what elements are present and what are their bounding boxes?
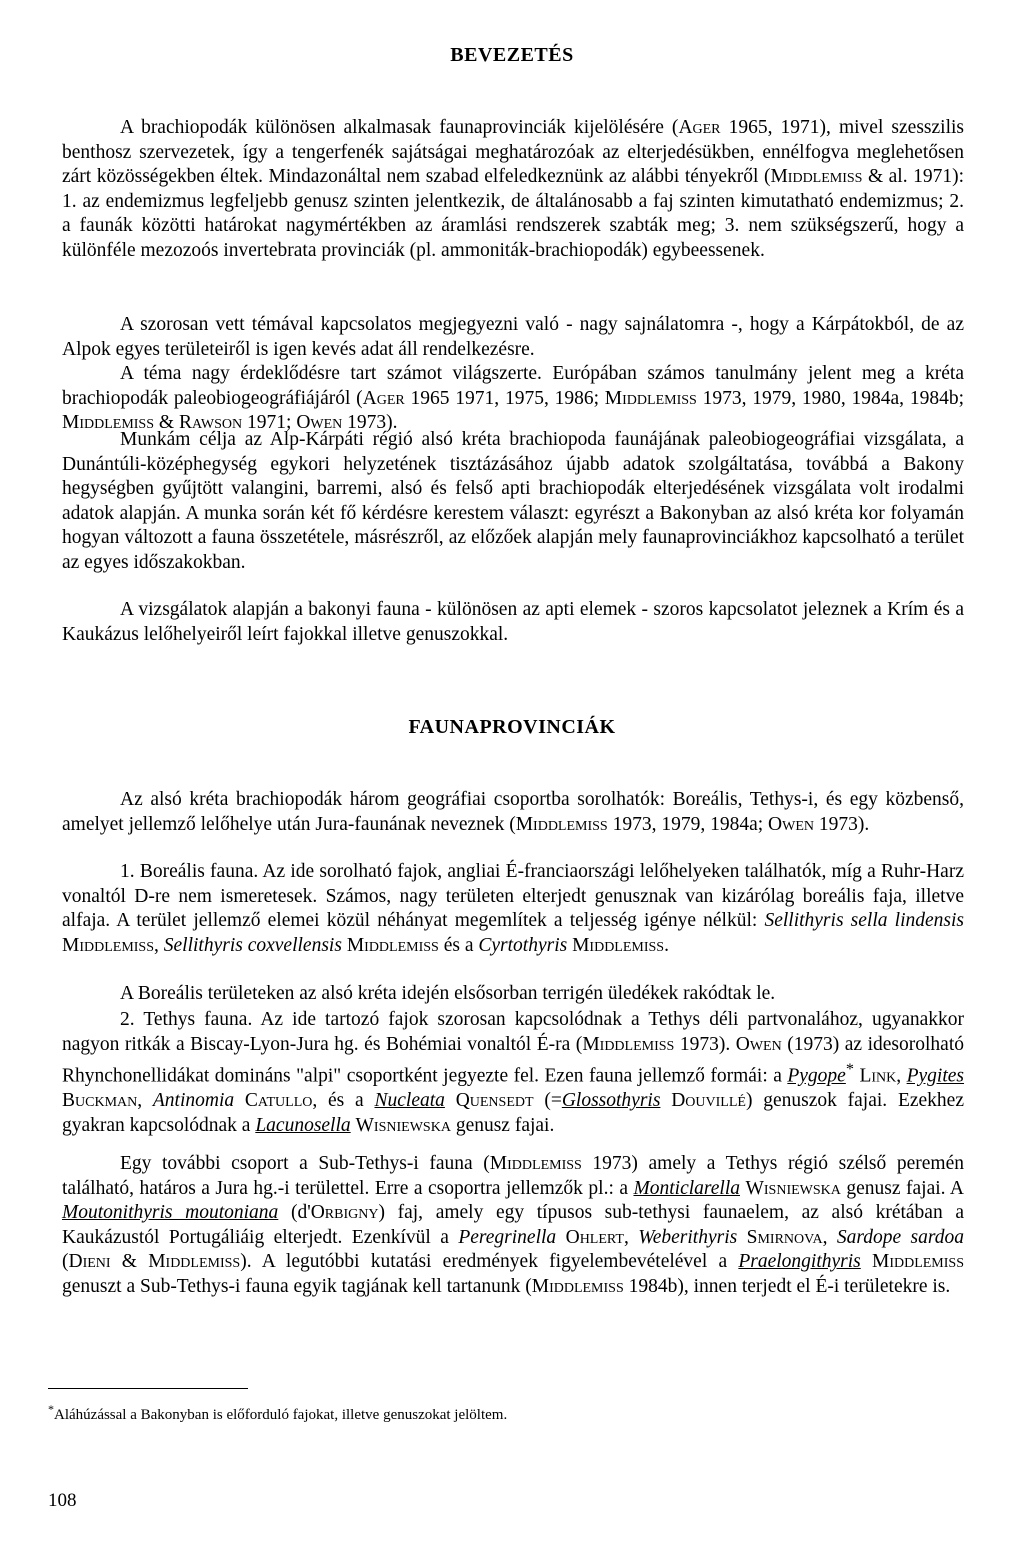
taxon-name: Peregrinella (458, 1226, 557, 1248)
author-name: Ohlert (565, 1226, 624, 1248)
text-run (861, 1251, 872, 1272)
text-run: A Boreális területeken az alsó kréta idején elsősorban terrigén üledékek rakódtak le. (120, 983, 776, 1004)
text-run: ) genuszok fajai. Ezekhez gyakran kapcsolódnak a (62, 1090, 964, 1136)
author-name: Quensedt (455, 1090, 534, 1112)
author-name: Dieni (68, 1251, 111, 1273)
author-name: Link (859, 1065, 897, 1087)
text-run: A szorosan vett témával kapcsolatos megjegyezni való - nagy sajnálatomra -, hogy a Kárpátokból, de az Alpok egyes területeiről is igen kevés adat áll rendelkezésre. (62, 314, 964, 360)
taxon-name: Sellithyris sella lindensis (764, 910, 964, 932)
paragraph (62, 362, 964, 436)
taxon-name: Monticlarella (633, 1177, 740, 1199)
author-name: Ager (362, 387, 405, 409)
text-run: 1973, 1979, 1980, 1984a, 1984b; (696, 387, 964, 409)
paragraph (62, 1008, 964, 1138)
taxon-name: Pygites (906, 1065, 965, 1087)
author-name: Owen (768, 813, 815, 835)
paragraph (62, 788, 964, 837)
taxon-name: Praelongithyris (738, 1251, 861, 1273)
text-run: Egy további csoport a Sub-Tethys-i fauna ( (120, 1153, 490, 1174)
text-run: 1973, 1979, 1984a; (607, 813, 769, 835)
footnote-mark: * (48, 1402, 54, 1416)
section-heading-bevezetes: BEVEZETÉS (450, 44, 574, 66)
text-run: A brachiopodák különösen alkalmasak faunaprovinciák kijelölésére ( (120, 117, 679, 138)
text-run: 2. Tethys fauna. Az ide tartozó fajok szorosan kapcsolódnak a Tethys déli partvonalához, ugyanakkor nagyon ritkák a Biscay-Lyon-Jura hg. és Bohémiai vonaltól É-ra ( (62, 1009, 964, 1055)
text-run (660, 1090, 671, 1111)
author-name: Catullo (244, 1090, 313, 1112)
author-name: Owen (735, 1033, 782, 1055)
author-name: Douvillé (671, 1090, 746, 1112)
text-run: genusz fajai. A (840, 1177, 965, 1199)
text-run: , (623, 1226, 639, 1248)
text-run: 1965, 1971), mivel szesszilis benthosz szervezetek, így a tengerfenék sajátságai meghatározóak az elterjedésükben, ennélfogva meglehetősen zárt közösségekben éltek. Mindazonáltal nem szabad elfeledkeznünk az alábbi tényekről ( (62, 117, 964, 188)
taxon-name: Pygope (787, 1065, 846, 1087)
paragraph (62, 1152, 964, 1300)
text-run: & (154, 412, 179, 434)
author-name: Middlemiss (871, 1251, 964, 1273)
author-name: Middlemiss (489, 1153, 582, 1174)
taxon-name: Nucleata (374, 1090, 445, 1112)
taxon-name: Sardope sardoa (836, 1226, 965, 1248)
text-run: 1984b), innen terjedt el É-i területekre is. (623, 1275, 951, 1297)
text-run: és a (438, 934, 479, 956)
author-name: Wisniewska (355, 1114, 451, 1136)
author-name: Middlemiss (148, 1251, 241, 1273)
text-run: & (110, 1251, 149, 1273)
author-name: Rawson (178, 412, 243, 434)
text-run: , (137, 1090, 153, 1112)
author-name: Ager (678, 117, 721, 138)
page-number: 108 (48, 1490, 77, 1511)
text-run: (1973) az idesorolható Rhynchonellidákat domináns "alpi" csoportként jegyezte fel. Ezen fauna jellemző formái: a (62, 1033, 964, 1087)
paragraph (62, 982, 964, 1007)
paragraph (62, 313, 964, 362)
taxon-name: Cyrtothyris (478, 934, 568, 956)
text-run (445, 1090, 456, 1111)
author-name: Middlemiss (531, 1275, 624, 1297)
text-run: , (154, 934, 164, 956)
footnote (48, 1402, 507, 1424)
text-run: Munkám célja az Alp-Kárpáti régió alsó kréta brachiopoda faunájának paleobiogeográfiai vizsgálata, a Dunántúli-középhegység egykori helyzetének tisztázásához újabb adatok szolgáltatása, továbbá a Bakony hegységben gyűjtött valangini, barremi, alsó és felső apti brachiopodák elterjedésének vizsgálata volt irodalmi adatok alapján. A munka során két fő kérdésre kerestem választ: egyrészt a Bakonyban az alsó kréta kor folyamán hogyan változott a fauna összetétele, másrészről, az előzőek alapján mely faunaprovinciákhoz kapcsolható a terület az egyes időszakokban. (62, 429, 964, 573)
text-run: genusz fajai. (450, 1114, 555, 1136)
text-run: 1971; (242, 412, 297, 434)
text-run: , (822, 1226, 837, 1248)
taxon-name: Lacunosella (255, 1114, 351, 1136)
text-run: 1. Boreális fauna. Az ide sorolható fajok, angliai É-franciaországi lelőhelyeken találhatók, míg a Ruhr-Harz vonaltól D-re nem ismeretesek. Számos, nagy területen elterjedt genusznak van kizárólag boreális faja, illetve alfaja. A terület jellemző elemei közül néhányat megemlítek a teljesség igénye nélkül: (62, 861, 964, 932)
text-run (737, 1227, 746, 1248)
author-name: Middlemiss (346, 934, 439, 956)
section-heading-faunaprovinciak: FAUNAPROVINCIÁK (408, 716, 616, 738)
text-run: (= (533, 1090, 562, 1112)
text-run: (d' (278, 1202, 311, 1224)
text-run: 1973). (674, 1033, 736, 1055)
author-name: Wisniewska (745, 1177, 841, 1199)
author-name: Middlemiss (62, 412, 155, 434)
text-run: 1973). (342, 412, 398, 434)
taxon-name: Sellithyris coxvellensis (163, 934, 342, 956)
text-run (234, 1090, 245, 1111)
text-run: 1973) amely a Tethys régió szélső peremén található, határos a Jura hg.-i területtel. Erre a csoportra jellemzők pl.: a (62, 1153, 964, 1199)
author-name: Middlemiss (604, 387, 697, 409)
author-name: Buckman (62, 1090, 138, 1112)
text-run: ) faj, amely egy típusos sub-tethysi faunaelem, az alsó krétában a Kaukázustól Portugáliáig elterjedt. Ezenkívül a (62, 1202, 965, 1248)
taxon-name: Moutonithyris moutoniana (62, 1202, 279, 1224)
text-run: , (896, 1065, 907, 1087)
text-run: & al. 1971): 1. az endemizmus legfeljebb genusz szinten jelentkezik, de általánosabb a faj szinten kimutatható endemizmus; 2. a faunák közötti határokat nagymértékben az áramlási rendszerek szabták meg; 3. nem szükségszerű, hogy a különféle mezozoós invertebrata provinciák (pl. ammoniták-brachiopodák) egybeessenek. (62, 166, 964, 261)
taxon-name: Antinomia (152, 1090, 235, 1112)
footnote-text: Aláhúzással a Bakonyban is előforduló fajokat, illetve genuszokat jelöltem. (54, 1407, 508, 1423)
text-run: ). A legutóbbi kutatási eredmények figyelembevételével a (240, 1251, 739, 1273)
author-name: Owen (296, 412, 343, 434)
paragraph (62, 428, 964, 576)
text-run: ( (62, 1251, 69, 1273)
author-name: Middlemiss (770, 166, 863, 188)
taxon-name: Glossothyris (561, 1090, 661, 1112)
text-run: * (845, 1060, 854, 1079)
author-name: Middlemiss (572, 934, 665, 956)
text-run: 1965 1971, 1975, 1986; (404, 387, 605, 409)
paragraph (62, 860, 964, 958)
text-run: 1973). (814, 813, 870, 835)
author-name: Orbigny (310, 1202, 379, 1224)
text-run: Az alsó kréta brachiopodák három geográfiai csoportba sorolhatók: Boreális, Tethys-i, és egy közbenső, amelyet jellemző lelőhelye után Jura-faunának neveznek ( (62, 789, 964, 835)
text-run: , és a (312, 1090, 375, 1112)
author-name: Middlemiss (62, 934, 155, 956)
taxon-name: Weberithyris (638, 1226, 738, 1248)
footnote-divider (48, 1388, 248, 1389)
paragraph (62, 116, 964, 264)
author-name: Smirnova (746, 1226, 823, 1248)
text-run: genuszt a Sub-Tethys-i fauna egyik tagjának kell tartanunk ( (62, 1275, 532, 1297)
text-run (556, 1227, 565, 1248)
text-run: A téma nagy érdeklődésre tart számot világszerte. Európában számos tanulmány jelent meg a kréta brachiopodák paleobiogeográfiájáról ( (62, 363, 964, 409)
author-name: Middlemiss (582, 1033, 675, 1055)
text-run: . (664, 934, 669, 956)
paragraph (62, 598, 964, 647)
author-name: Middlemiss (515, 813, 608, 835)
text-run: A vizsgálatok alapján a bakonyi fauna - különösen az apti elemek - szoros kapcsolatot jeleznek a Krím és a Kaukázus lelőhelyeiről leírt fajokkal illetve genuszokkal. (62, 599, 964, 645)
